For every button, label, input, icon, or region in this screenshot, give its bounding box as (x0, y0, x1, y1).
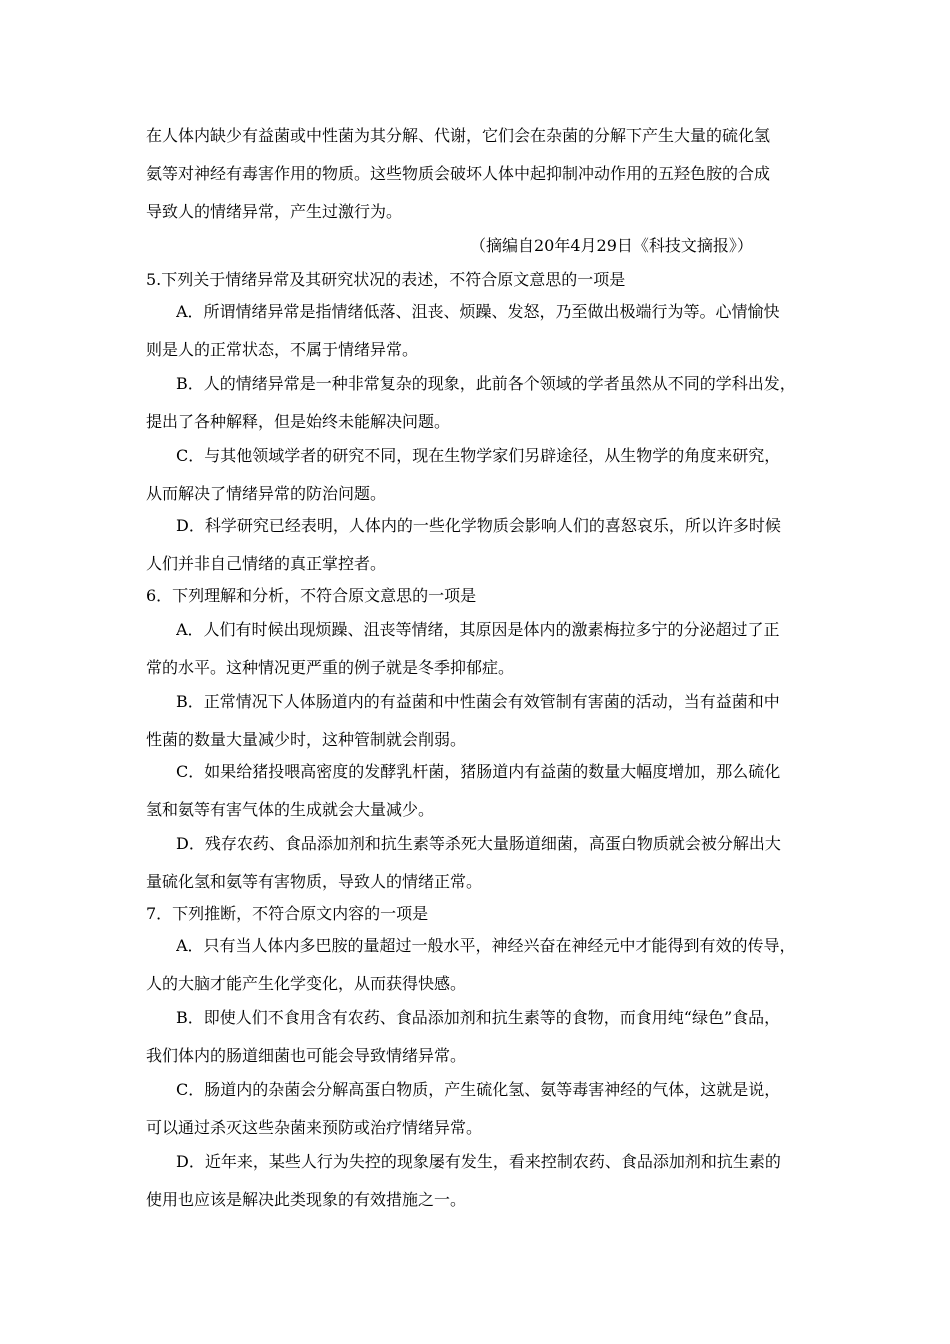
option-line: 性菌的数量大量减少时，这种管制就会削弱。 (146, 730, 467, 749)
option-line: B．人的情绪异常是一种非常复杂的现象，此前各个领域的学者虽然从不同的学科出发， (176, 374, 796, 393)
option-line: 量硫化氢和氨等有害物质，导致人的情绪正常。 (146, 872, 483, 891)
option-line: C．肠道内的杂菌会分解高蛋白物质，产生硫化氢、氨等毒害神经的气体，这就是说， (176, 1080, 781, 1099)
option-line: D．科学研究已经表明，人体内的一些化学物质会影响人们的喜怒哀乐，所以许多时候 (176, 516, 781, 535)
option-line: 提出了各种解释，但是始终未能解决问题。 (146, 412, 451, 431)
question-stem: 6．下列理解和分析，不符合原文意思的一项是 (146, 586, 477, 605)
option-line: 人们并非自己情绪的真正掌控者。 (146, 554, 387, 573)
option-line: 可以通过杀灭这些杂菌来预防或治疗情绪异常。 (146, 1118, 483, 1137)
option-line: D．近年来，某些人行为失控的现象屡有发生，看来控制农药、食品添加剂和抗生素的 (176, 1152, 781, 1171)
option-line: A．人们有时候出现烦躁、沮丧等情绪，其原因是体内的激素梅拉多宁的分泌超过了正 (176, 620, 780, 639)
option-line: A．所谓情绪异常是指情绪低落、沮丧、烦躁、发怒，乃至做出极端行为等。心情愉快 (176, 302, 780, 321)
option-line: B．即使人们不食用含有农药、食品添加剂和抗生素等的食物，而食用纯“绿色”食品， (176, 1008, 781, 1027)
question-stem: 5.下列关于情绪异常及其研究状况的表述，不符合原文意思的一项是 (146, 270, 626, 289)
passage-line: 在人体内缺少有益菌或中性菌为其分解、代谢，它们会在杂菌的分解下产生大量的硫化氢 (146, 126, 771, 145)
source-note: （摘编自20年4月29日《科技文摘报》） (470, 236, 753, 255)
passage-line: 导致人的情绪异常，产生过激行为。 (146, 202, 403, 221)
question-stem: 7．下列推断，不符合原文内容的一项是 (146, 904, 429, 923)
option-line: 从而解决了情绪异常的防治问题。 (146, 484, 387, 503)
option-line: A．只有当人体内多巴胺的量超过一般水平，神经兴奋在神经元中才能得到有效的传导， (176, 936, 796, 955)
passage-line: 氨等对神经有毒害作用的物质。这些物质会破坏人体中起抑制冲动作用的五羟色胺的合成 (146, 164, 771, 183)
option-line: 氢和氨等有害气体的生成就会大量减少。 (146, 800, 435, 819)
option-line: C．如果给猪投喂高密度的发酵乳杆菌，猪肠道内有益菌的数量大幅度增加，那么硫化 (176, 762, 781, 781)
option-line: D．残存农药、食品添加剂和抗生素等杀死大量肠道细菌，高蛋白物质就会被分解出大 (176, 834, 781, 853)
option-line: 则是人的正常状态，不属于情绪异常。 (146, 340, 419, 359)
option-line: 使用也应该是解决此类现象的有效措施之一。 (146, 1190, 467, 1209)
option-line: 人的大脑才能产生化学变化，从而获得快感。 (146, 974, 467, 993)
option-line: 常的水平。这种情况更严重的例子就是冬季抑郁症。 (146, 658, 515, 677)
option-line: 我们体内的肠道细菌也可能会导致情绪异常。 (146, 1046, 467, 1065)
option-line: B．正常情况下人体肠道内的有益菌和中性菌会有效管制有害菌的活动，当有益菌和中 (176, 692, 780, 711)
option-line: C．与其他领域学者的研究不同，现在生物学家们另辟途径，从生物学的角度来研究， (176, 446, 781, 465)
